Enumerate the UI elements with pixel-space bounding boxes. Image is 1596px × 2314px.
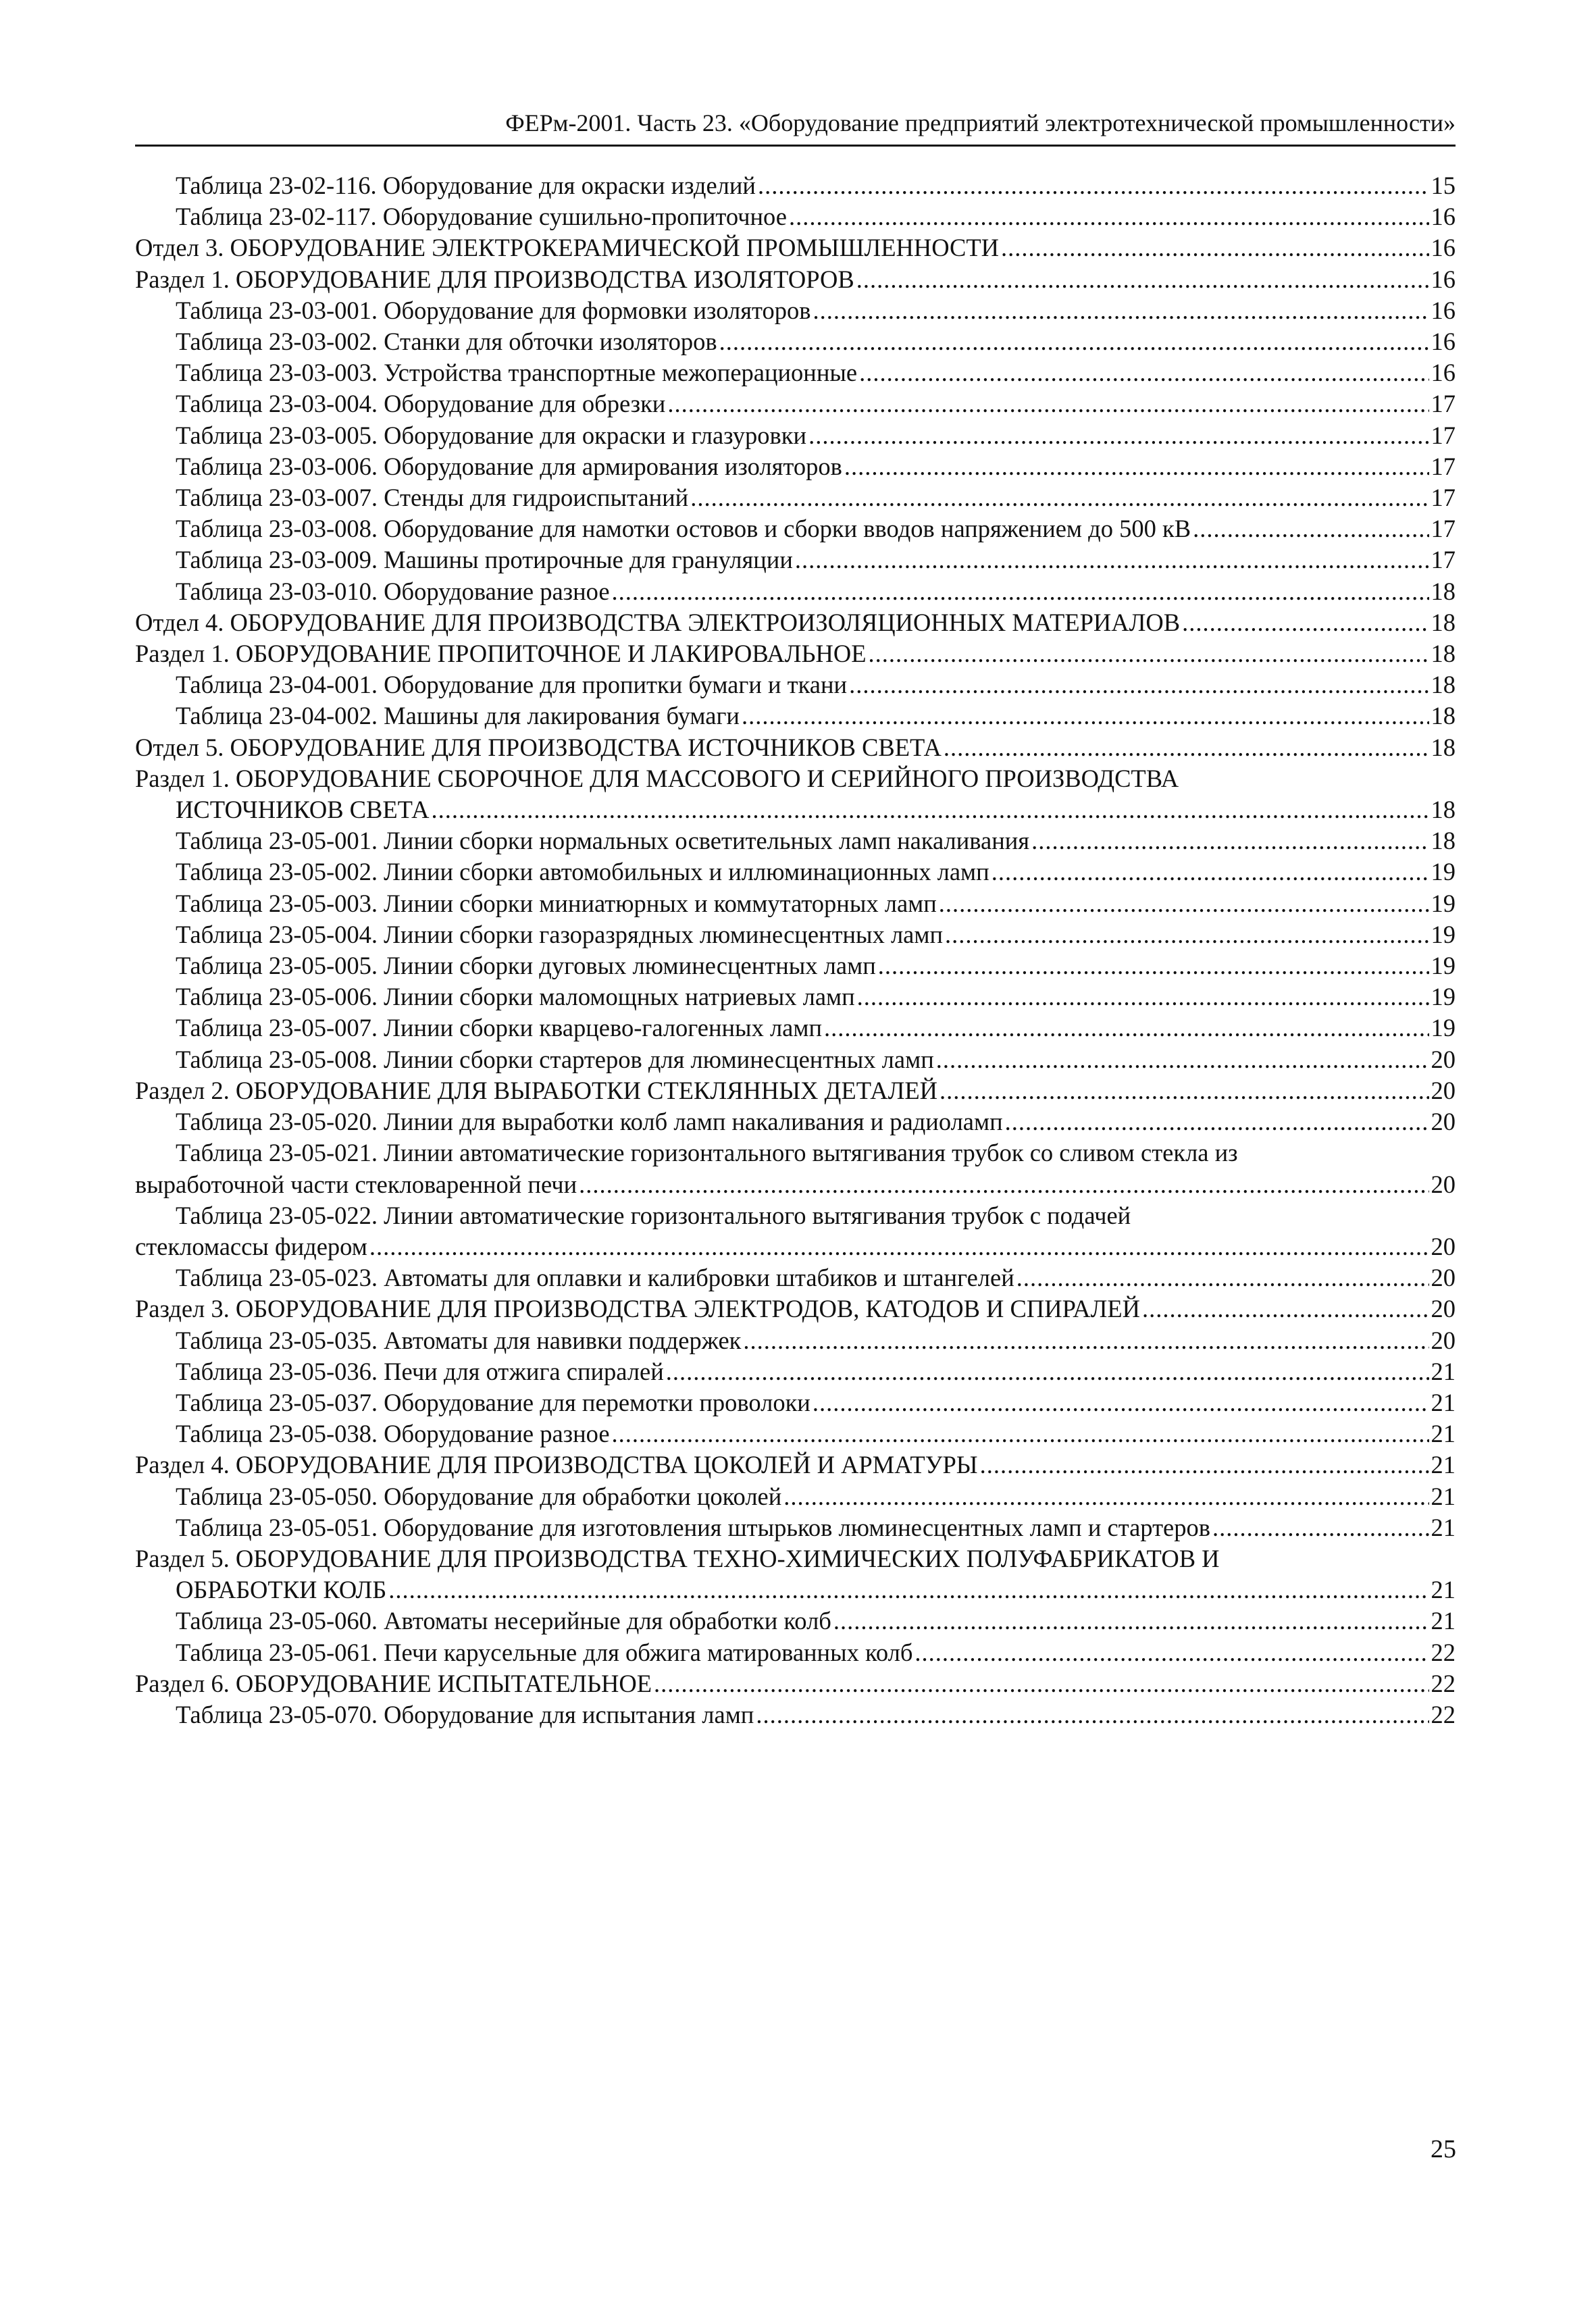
toc-entry-page: 17: [1431, 452, 1456, 480]
toc-entry[interactable]: [135, 1012, 1456, 1044]
dot-leader: [795, 544, 1429, 575]
dot-leader: [849, 669, 1428, 700]
toc-entry-title-line: Раздел 1. ОБОРУДОВАНИЕ СБОРОЧНОЕ ДЛЯ МАССОВОГО И СЕРИЙНОГО ПРОИЗВОДСТВА: [135, 764, 1179, 792]
toc-entry-page: 18: [1431, 733, 1456, 761]
toc-entry-page: 21: [1431, 1607, 1456, 1635]
toc-entry-page: 21: [1431, 1576, 1456, 1604]
toc-entry[interactable]: [135, 1075, 1456, 1106]
toc-entry-title: Таблица 23-04-001. Оборудование для пропитки бумаги и ткани: [176, 671, 848, 699]
toc-entry-title: Таблица 23-05-035. Автоматы для навивки поддержек: [176, 1326, 742, 1354]
toc-entry-page: 17: [1431, 484, 1456, 512]
toc-entry-page: 18: [1431, 671, 1456, 699]
dot-leader: [579, 1169, 1428, 1200]
toc-entry[interactable]: [135, 420, 1456, 451]
toc-entry-title: Раздел 4. ОБОРУДОВАНИЕ ДЛЯ ПРОИЗВОДСТВА ЦОКОЛЕЙ И АРМАТУРЫ: [135, 1451, 978, 1479]
toc-entry-title: Отдел 3. ОБОРУДОВАНИЕ ЭЛЕКТРОКЕРАМИЧЕСКОЙ ПРОМЫШЛЕННОСТИ: [135, 234, 1000, 262]
toc-entry-title: Таблица 23-05-001. Линии сборки нормальных осветительных ламп накаливания: [176, 827, 1030, 855]
toc-entry-title: Таблица 23-05-005. Линии сборки дуговых люминесцентных ламп: [176, 952, 876, 980]
dot-leader: [690, 482, 1428, 513]
toc-entry-page: 21: [1431, 1482, 1456, 1510]
toc-entry-page: 16: [1431, 359, 1456, 387]
toc-entry-title: Отдел 5. ОБОРУДОВАНИЕ ДЛЯ ПРОИЗВОДСТВА ИСТОЧНИКОВ СВЕТА: [135, 733, 942, 761]
toc-entry-title-line: Таблица 23-05-022. Линии автоматические горизонтального вытягивания трубок с подачей: [176, 1201, 1131, 1229]
dot-leader: [1016, 1262, 1429, 1293]
toc-entry[interactable]: [135, 700, 1456, 731]
toc-entry[interactable]: [135, 1044, 1456, 1075]
toc-entry-title: стекломассы фидером: [135, 1232, 367, 1260]
toc-entry-page: 18: [1431, 796, 1456, 824]
toc-entry[interactable]: [135, 1699, 1456, 1730]
toc-entry-title: Раздел 2. ОБОРУДОВАНИЕ ДЛЯ ВЫРАБОТКИ СТЕКЛЯННЫХ ДЕТАЛЕЙ: [135, 1076, 937, 1104]
toc-entry[interactable]: [135, 451, 1456, 482]
dot-leader: [939, 1075, 1429, 1106]
toc-entry-page: 19: [1431, 952, 1456, 980]
toc-entry-page: 20: [1431, 1045, 1456, 1073]
page-header: [135, 108, 1456, 147]
toc-entry-title-line: Таблица 23-05-021. Линии автоматические горизонтального вытягивания трубок со сливом стекла из: [176, 1139, 1238, 1167]
toc-entry[interactable]: [135, 1512, 1456, 1543]
toc-entry[interactable]: [135, 1481, 1456, 1512]
toc-entry[interactable]: [135, 856, 1456, 888]
toc-entry[interactable]: [135, 1325, 1456, 1356]
dot-leader: [945, 919, 1429, 950]
toc-entry[interactable]: [135, 763, 1456, 825]
toc-entry[interactable]: [135, 981, 1456, 1012]
toc-entry-title: Таблица 23-04-002. Машины для лакирования бумаги: [176, 702, 740, 730]
dot-leader: [808, 420, 1428, 451]
toc-entry[interactable]: [135, 888, 1456, 919]
dot-leader: [612, 576, 1429, 607]
dot-leader: [915, 1637, 1428, 1668]
dot-leader: [833, 1605, 1429, 1637]
toc-entry-title: Раздел 1. ОБОРУДОВАНИЕ ДЛЯ ПРОИЗВОДСТВА ИЗОЛЯТОРОВ: [135, 265, 854, 293]
toc-entry-page: 19: [1431, 983, 1456, 1011]
toc-entry[interactable]: [135, 1418, 1456, 1449]
dot-leader: [783, 1481, 1428, 1512]
toc-entry-title: Таблица 23-05-060. Автоматы несерийные для обработки колб: [176, 1607, 831, 1635]
dot-leader: [813, 1387, 1429, 1418]
toc-entry-page: 16: [1431, 265, 1456, 293]
toc-entry-title: Таблица 23-05-036. Печи для отжига спиралей: [176, 1357, 664, 1385]
toc-entry-page: 21: [1431, 1357, 1456, 1385]
toc-entry-title: Таблица 23-05-002. Линии сборки автомобильных и иллюминационных ламп: [176, 858, 989, 886]
dot-leader: [844, 451, 1429, 482]
toc-entry-page: 17: [1431, 546, 1456, 574]
dot-leader: [878, 950, 1429, 981]
dot-leader: [1001, 232, 1428, 263]
toc-entry-title: Таблица 23-03-008. Оборудование для намотки остовов и сборки вводов напряжением до 500 кВ: [176, 515, 1191, 543]
toc-entry[interactable]: [135, 388, 1456, 419]
toc-entry-title: Раздел 6. ОБОРУДОВАНИЕ ИСПЫТАТЕЛЬНОЕ: [135, 1669, 652, 1697]
toc-entry[interactable]: [135, 232, 1456, 263]
toc-entry-title: Таблица 23-03-001. Оборудование для формовки изоляторов: [176, 296, 811, 324]
dot-leader: [1212, 1512, 1429, 1543]
header-title: ФЕРм-2001. Часть 23. «Оборудование предприятий электротехнической промышленности»: [505, 109, 1456, 136]
toc-entry-page: 17: [1431, 390, 1456, 418]
toc-entry-title: Таблица 23-05-037. Оборудование для перемотки проволоки: [176, 1388, 810, 1416]
toc-entry[interactable]: [135, 482, 1456, 513]
toc-entry[interactable]: [135, 1637, 1456, 1668]
dot-leader: [1182, 607, 1428, 638]
dot-leader: [980, 1449, 1429, 1481]
toc-entry-title: Таблица 23-03-004. Оборудование для обрезки: [176, 390, 666, 418]
toc-entry-title: Таблица 23-05-004. Линии сборки газоразрядных люминесцентных ламп: [176, 920, 943, 948]
toc-entry-page: 17: [1431, 421, 1456, 449]
dot-leader: [743, 1325, 1428, 1356]
toc-entry-page: 19: [1431, 889, 1456, 917]
toc-entry[interactable]: [135, 732, 1456, 763]
toc-entry-page: 20: [1431, 1264, 1456, 1292]
toc-entry-page: 21: [1431, 1451, 1456, 1479]
dot-leader: [369, 1231, 1429, 1262]
dot-leader: [1031, 825, 1428, 856]
toc-entry-page: 15: [1431, 172, 1456, 199]
toc-entry-page: 22: [1431, 1700, 1456, 1728]
toc-entry-title: Таблица 23-03-007. Стенды для гидроиспытаний: [176, 484, 689, 512]
toc-entry-page: 21: [1431, 1420, 1456, 1448]
dot-leader: [936, 1044, 1429, 1075]
toc-entry-page: 16: [1431, 328, 1456, 356]
toc-entry-title: Таблица 23-05-003. Линии сборки миниатюрных и коммутаторных ламп: [176, 889, 937, 917]
toc-entry-title: Таблица 23-05-070. Оборудование для испытания ламп: [176, 1700, 754, 1728]
toc-entry-page: 21: [1431, 1513, 1456, 1541]
dot-leader: [859, 357, 1428, 388]
toc-entry-page: 20: [1431, 1170, 1456, 1198]
toc-entry-title-line: Раздел 5. ОБОРУДОВАНИЕ ДЛЯ ПРОИЗВОДСТВА ТЕХНО-ХИМИЧЕСКИХ ПОЛУФАБРИКАТОВ И: [135, 1544, 1220, 1572]
toc-entry[interactable]: [135, 1668, 1456, 1699]
toc-entry[interactable]: [135, 1356, 1456, 1387]
toc-entry-title: Таблица 23-02-116. Оборудование для окраски изделий: [176, 172, 756, 199]
toc-entry[interactable]: [135, 576, 1456, 607]
toc-entry-title: Таблица 23-05-051. Оборудование для изготовления штырьков люминесцентных ламп и стартеров: [176, 1513, 1210, 1541]
toc-entry-title: Таблица 23-05-006. Линии сборки маломощных натриевых ламп: [176, 983, 855, 1011]
toc-entry-page: 22: [1431, 1638, 1456, 1666]
dot-leader: [944, 732, 1429, 763]
dot-leader: [666, 1356, 1429, 1387]
dot-leader: [992, 856, 1429, 888]
toc-entry-page: 20: [1431, 1076, 1456, 1104]
toc-entry[interactable]: [135, 669, 1456, 700]
dot-leader: [654, 1668, 1428, 1699]
toc-entry-page: 16: [1431, 203, 1456, 231]
dot-leader: [719, 326, 1429, 357]
toc-entry-title: Таблица 23-05-038. Оборудование разное: [176, 1420, 610, 1448]
toc-entry[interactable]: [135, 1605, 1456, 1637]
dot-leader: [869, 638, 1429, 669]
dot-leader: [742, 700, 1429, 731]
dot-leader: [388, 1574, 1428, 1605]
dot-leader: [1005, 1106, 1429, 1137]
toc-entry-title: ОБРАБОТКИ КОЛБ: [176, 1576, 387, 1604]
toc-entry-title: выработочной части стекловаренной печи: [135, 1170, 577, 1198]
dot-leader: [612, 1418, 1429, 1449]
toc-entry-page: 16: [1431, 234, 1456, 262]
toc-entry-title: ИСТОЧНИКОВ СВЕТА: [176, 796, 430, 824]
dot-leader: [824, 1012, 1428, 1044]
toc-entry-page: 18: [1431, 577, 1456, 605]
dot-leader: [857, 981, 1429, 1012]
toc-entry-title: Таблица 23-05-050. Оборудование для обработки цоколей: [176, 1482, 782, 1510]
toc-entry-title: Таблица 23-05-061. Печи карусельные для обжига матированных колб: [176, 1638, 913, 1666]
toc-entry[interactable]: [135, 825, 1456, 856]
toc-entry[interactable]: [135, 1387, 1456, 1418]
toc-entry-title: Таблица 23-05-020. Линии для выработки колб ламп накаливания и радиоламп: [176, 1108, 1003, 1136]
toc-entry-page: 19: [1431, 920, 1456, 948]
dot-leader: [1142, 1293, 1429, 1325]
toc-entry[interactable]: [135, 1449, 1456, 1481]
toc-entry-title: Отдел 4. ОБОРУДОВАНИЕ ДЛЯ ПРОИЗВОДСТВА ЭЛЕКТРОИЗОЛЯЦИОННЫХ МАТЕРИАЛОВ: [135, 608, 1181, 636]
toc-entry-page: 20: [1431, 1108, 1456, 1136]
toc-entry-title: Таблица 23-05-007. Линии сборки кварцево-галогенных ламп: [176, 1014, 823, 1042]
toc-entry-page: 19: [1431, 858, 1456, 886]
toc-entry[interactable]: [135, 295, 1456, 326]
toc-entry-page: 18: [1431, 702, 1456, 730]
toc-entry-page: 21: [1431, 1388, 1456, 1416]
table-of-contents: [135, 170, 1456, 1730]
toc-entry[interactable]: [135, 1543, 1456, 1605]
toc-entry-title: Таблица 23-03-003. Устройства транспортные межоперационные: [176, 359, 858, 387]
toc-entry[interactable]: [135, 919, 1456, 950]
toc-entry[interactable]: [135, 638, 1456, 669]
toc-entry[interactable]: [135, 1137, 1456, 1200]
dot-leader: [813, 295, 1428, 326]
toc-entry-title: Таблица 23-02-117. Оборудование сушильно-пропиточное: [176, 203, 787, 231]
toc-entry-page: 20: [1431, 1232, 1456, 1260]
toc-entry-title: Раздел 3. ОБОРУДОВАНИЕ ДЛЯ ПРОИЗВОДСТВА ЭЛЕКТРОДОВ, КАТОДОВ И СПИРАЛЕЙ: [135, 1295, 1140, 1323]
toc-entry[interactable]: [135, 170, 1456, 201]
toc-entry-title: Таблица 23-03-006. Оборудование для армирования изоляторов: [176, 452, 842, 480]
toc-entry[interactable]: [135, 1200, 1456, 1262]
toc-entry[interactable]: [135, 1106, 1456, 1137]
toc-entry-title: Таблица 23-03-010. Оборудование разное: [176, 577, 610, 605]
toc-entry-title: Таблица 23-03-005. Оборудование для окраски и глазуровки: [176, 421, 807, 449]
toc-entry[interactable]: [135, 201, 1456, 232]
dot-leader: [756, 1699, 1428, 1730]
toc-entry[interactable]: [135, 607, 1456, 638]
toc-entry-page: 18: [1431, 640, 1456, 668]
toc-entry[interactable]: [135, 513, 1456, 544]
toc-entry-title: Таблица 23-03-002. Станки для обточки изоляторов: [176, 328, 717, 356]
dot-leader: [856, 264, 1429, 295]
dot-leader: [1193, 513, 1428, 544]
toc-entry-page: 20: [1431, 1326, 1456, 1354]
toc-entry-page: 17: [1431, 515, 1456, 543]
toc-entry-title: Таблица 23-03-009. Машины протирочные для грануляции: [176, 546, 793, 574]
dot-leader: [939, 888, 1429, 919]
dot-leader: [758, 170, 1429, 201]
toc-entry[interactable]: [135, 326, 1456, 357]
toc-entry[interactable]: [135, 950, 1456, 981]
toc-entry-page: 22: [1431, 1669, 1456, 1697]
toc-entry-title: Раздел 1. ОБОРУДОВАНИЕ ПРОПИТОЧНОЕ И ЛАКИРОВАЛЬНОЕ: [135, 640, 867, 668]
toc-entry-page: 20: [1431, 1295, 1456, 1323]
toc-entry-page: 18: [1431, 827, 1456, 855]
toc-entry-page: 19: [1431, 1014, 1456, 1042]
toc-entry[interactable]: [135, 1293, 1456, 1325]
toc-entry-title: Таблица 23-05-023. Автоматы для оплавки и калибровки штабиков и штангелей: [176, 1264, 1014, 1292]
dot-leader: [789, 201, 1429, 232]
toc-entry[interactable]: [135, 264, 1456, 295]
dot-leader: [667, 388, 1428, 419]
toc-entry-page: 16: [1431, 296, 1456, 324]
toc-entry[interactable]: [135, 544, 1456, 575]
toc-entry-page: 18: [1431, 608, 1456, 636]
toc-entry[interactable]: [135, 1262, 1456, 1293]
dot-leader: [432, 794, 1429, 825]
page-number: 25: [1431, 2135, 1456, 2163]
toc-entry-title: Таблица 23-05-008. Линии сборки стартеров для люминесцентных ламп: [176, 1045, 934, 1073]
toc-entry[interactable]: [135, 357, 1456, 388]
